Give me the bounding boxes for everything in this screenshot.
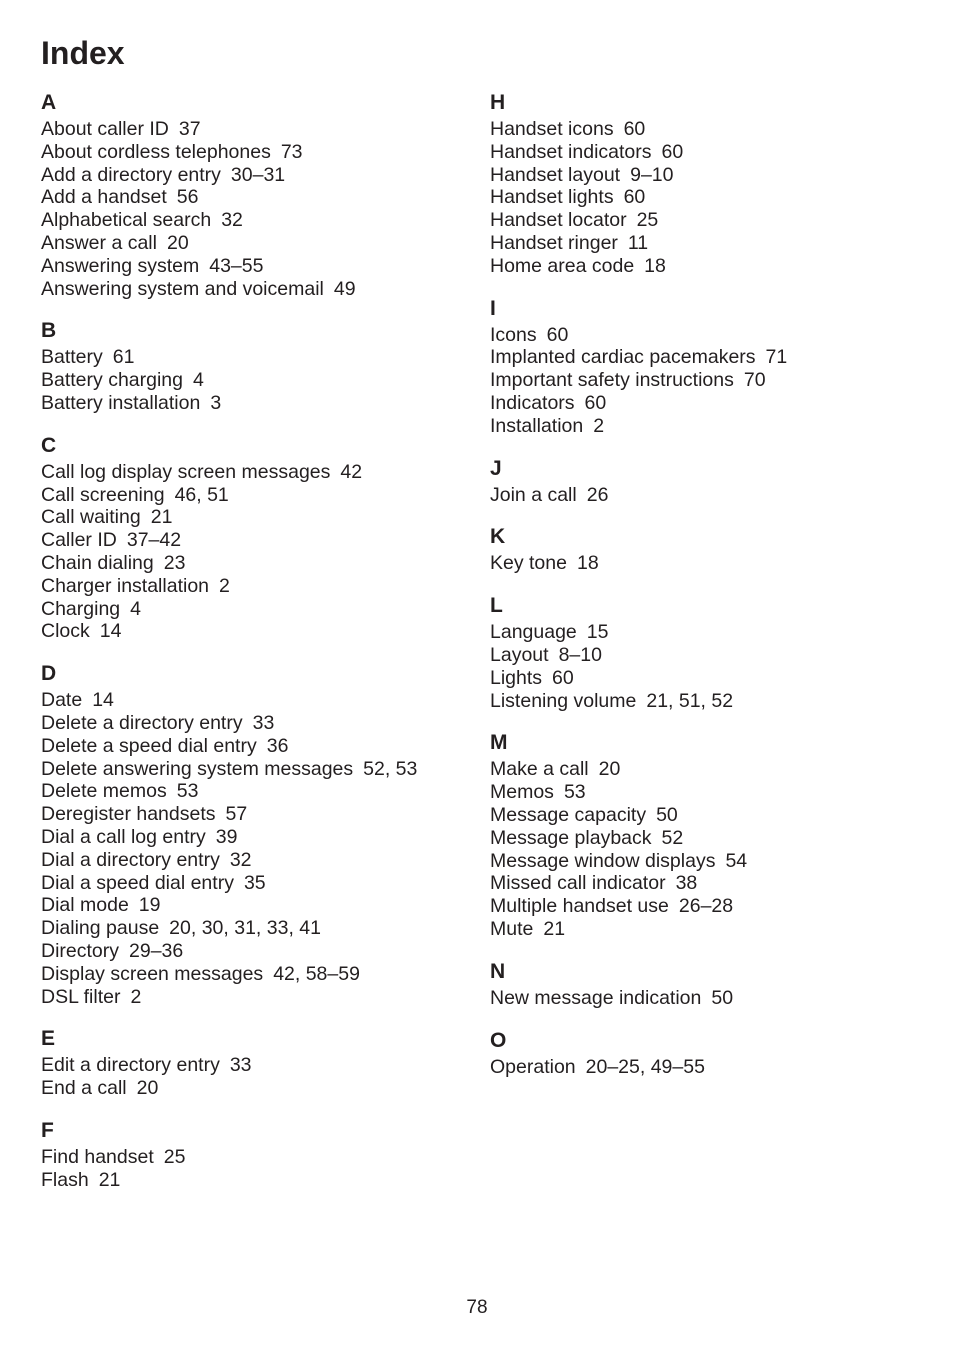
entry-pages: 9–10 (630, 163, 674, 186)
entry-pages: 18 (644, 254, 666, 277)
index-entry (490, 186, 930, 209)
entry-pages: 2 (130, 985, 142, 1008)
entry-term: Caller ID (41, 529, 117, 552)
index-entry (41, 255, 461, 278)
entry-pages: 33 (229, 1054, 252, 1077)
index-entry (41, 369, 461, 392)
entry-pages: 21 (150, 506, 173, 529)
index-section-l (490, 591, 930, 712)
entry-pages: 25 (163, 1145, 186, 1168)
index-entry (490, 644, 930, 667)
entry-term: Battery (41, 346, 103, 369)
entry-term: Alphabetical search (41, 209, 212, 232)
index-section-c (41, 431, 461, 643)
section-letter: O (490, 1028, 507, 1052)
entry-term: Deregister handsets (41, 803, 216, 826)
entry-pages: 30–31 (230, 163, 286, 186)
entry-pages: 54 (725, 849, 748, 872)
entry-pages: 36 (266, 734, 289, 757)
entry-pages: 60 (623, 186, 646, 209)
entry-pages: 38 (675, 872, 698, 895)
entry-pages: 20 (166, 231, 189, 254)
index-entry (41, 232, 461, 255)
entry-term: Installation (490, 414, 584, 437)
entry-term: Directory (41, 939, 120, 962)
entry-pages: 61 (112, 346, 135, 369)
index-entry (41, 803, 461, 826)
entry-term: Add a directory entry (41, 163, 221, 186)
entry-pages: 71 (765, 346, 788, 369)
entry-term: Delete answering system messages (41, 757, 354, 780)
entry-term: Home area code (490, 254, 635, 277)
entry-term: Dial a directory entry (41, 848, 220, 871)
section-letter: E (41, 1027, 56, 1051)
entry-term: Make a call (490, 758, 589, 781)
section-letter: N (490, 959, 506, 983)
entry-term: About caller ID (41, 118, 169, 140)
page-title: Index (41, 35, 125, 71)
entry-pages: 33 (252, 711, 275, 734)
entry-term: Message playback (490, 826, 652, 849)
entry-term: Dialing pause (41, 917, 160, 940)
entry-term: Handset lights (490, 186, 614, 209)
index-entry (490, 209, 930, 232)
index-entry (490, 232, 930, 255)
entry-pages: 42 (340, 460, 363, 483)
index-section-k (490, 522, 930, 575)
index-entry (490, 392, 930, 415)
entry-pages: 19 (138, 894, 161, 917)
index-section-e (41, 1024, 461, 1100)
index-entry (41, 392, 461, 415)
entry-pages: 20, 30, 31, 33, 41 (169, 917, 321, 940)
entry-pages: 20–25, 49–55 (585, 1055, 705, 1078)
index-entry (490, 667, 930, 690)
entry-pages: 21, 51, 52 (646, 689, 734, 712)
index-entry (490, 827, 930, 850)
entry-term: Important safety instructions (490, 369, 734, 392)
index-entry (490, 918, 930, 941)
index-entry (41, 484, 461, 507)
entry-term: Battery installation (41, 391, 201, 414)
entry-term: Handset icons (490, 118, 614, 140)
entry-pages: 49 (333, 277, 356, 300)
entry-term: Call screening (41, 483, 165, 506)
index-entry (41, 461, 461, 484)
index-entry (490, 164, 930, 187)
index-entry (41, 209, 461, 232)
entry-term: Charging (41, 597, 121, 620)
index-entry (41, 552, 461, 575)
index-section-m (490, 728, 930, 940)
entry-term: Find handset (41, 1145, 154, 1168)
entry-pages: 56 (176, 186, 199, 209)
entry-pages: 26–28 (678, 895, 734, 918)
index-section-a (41, 88, 461, 300)
index-entry (490, 872, 930, 895)
entry-pages: 21 (543, 917, 566, 940)
section-letter: H (490, 91, 506, 114)
index-entry (41, 620, 461, 643)
index-section-n (490, 957, 930, 1010)
index-entry (490, 369, 930, 392)
entry-term: Mute (490, 917, 534, 940)
entry-term: Battery charging (41, 369, 183, 392)
entry-term: Chain dialing (41, 551, 154, 574)
entry-term: Handset locator (490, 209, 627, 232)
index-entry (41, 758, 461, 781)
index-entry (41, 1054, 461, 1077)
entry-term: Handset indicators (490, 140, 652, 163)
entry-term: Answering system and voicemail (41, 277, 324, 300)
entry-pages: 53 (563, 781, 586, 804)
index-entry (490, 484, 930, 507)
section-letter: A (41, 91, 57, 114)
entry-pages: 11 (627, 231, 649, 254)
entry-pages: 15 (586, 621, 609, 644)
entry-term: Dial a speed dial entry (41, 871, 234, 894)
section-letter: D (41, 662, 57, 686)
index-entry (41, 598, 461, 621)
entry-pages: 43–55 (209, 254, 264, 277)
entry-term: End a call (41, 1077, 127, 1100)
entry-pages: 23 (163, 551, 186, 574)
section-letter: K (490, 525, 506, 549)
entry-term: Key tone (490, 552, 567, 575)
entry-pages: 32 (221, 209, 243, 232)
index-entry (490, 987, 930, 1010)
index-entry (490, 346, 930, 369)
section-letter: I (490, 296, 496, 320)
index-entry (41, 917, 461, 940)
index-entry (41, 986, 461, 1009)
index-section-f (41, 1116, 461, 1192)
entry-term: Call waiting (41, 506, 141, 529)
index-entry (490, 690, 930, 713)
entry-pages: 46, 51 (174, 483, 229, 506)
entry-pages: 18 (576, 552, 599, 575)
index-entry (41, 118, 461, 141)
entry-term: Missed call indicator (490, 872, 666, 895)
entry-term: Memos (490, 781, 554, 804)
entry-term: Clock (41, 620, 90, 643)
index-column-right (490, 88, 930, 1094)
entry-pages: 60 (546, 323, 569, 346)
index-section-i (490, 294, 930, 438)
section-letter: B (41, 319, 57, 343)
index-entry (490, 850, 930, 873)
entry-pages: 73 (280, 140, 303, 163)
index-entry (490, 255, 930, 278)
section-letter: C (41, 433, 57, 457)
index-entry (490, 141, 930, 164)
entry-term: Dial mode (41, 894, 129, 917)
entry-term: About cordless telephones (41, 140, 271, 163)
entry-pages: 53 (176, 780, 199, 803)
index-entry (490, 552, 930, 575)
index-entry (41, 278, 461, 301)
entry-term: Indicators (490, 391, 575, 414)
entry-term: New message indication (490, 986, 702, 1009)
index-entry (490, 621, 930, 644)
index-entry (41, 529, 461, 552)
entry-term: Icons (490, 323, 537, 346)
entry-pages: 37–42 (126, 529, 182, 552)
entry-term: Delete a directory entry (41, 711, 243, 734)
entry-term: Language (490, 621, 577, 644)
entry-term: Call log display screen messages (41, 460, 331, 483)
index-entry (41, 872, 461, 895)
entry-pages: 57 (225, 803, 248, 826)
index-entry (41, 141, 461, 164)
entry-pages: 50 (656, 803, 678, 826)
entry-term: Handset ringer (490, 231, 618, 254)
section-letter: J (490, 456, 502, 480)
index-entry (41, 780, 461, 803)
index-entry (41, 712, 461, 735)
index-section-j (490, 454, 930, 507)
entry-term: Operation (490, 1055, 576, 1078)
index-entry (41, 826, 461, 849)
section-letter: L (490, 594, 503, 618)
entry-pages: 50 (711, 986, 734, 1009)
entry-pages: 60 (552, 666, 574, 689)
entry-pages: 60 (623, 118, 646, 140)
entry-term: DSL filter (41, 985, 121, 1008)
entry-pages: 2 (219, 574, 230, 597)
entry-term: Multiple handset use (490, 895, 669, 918)
index-section-d (41, 659, 461, 1008)
entry-pages: 52, 53 (363, 757, 418, 780)
entry-term: Implanted cardiac pacemakers (490, 346, 756, 369)
index-section-b (41, 316, 461, 414)
entry-pages: 2 (593, 414, 605, 437)
entry-term: Listening volume (490, 689, 637, 712)
index-entry (41, 1077, 461, 1100)
index-entry (490, 781, 930, 804)
entry-term: Message capacity (490, 803, 647, 826)
entry-pages: 52 (661, 826, 684, 849)
entry-pages: 14 (92, 689, 114, 712)
index-entry (41, 963, 461, 986)
entry-pages: 20 (598, 758, 621, 781)
index-column-left (41, 88, 461, 1207)
entry-term: Charger installation (41, 574, 210, 597)
entry-pages: 4 (193, 369, 204, 392)
index-entry (41, 735, 461, 758)
entry-term: Flash (41, 1168, 89, 1191)
entry-term: Dial a call log entry (41, 825, 206, 848)
index-entry (41, 346, 461, 369)
entry-pages: 20 (136, 1077, 159, 1100)
index-entry (41, 186, 461, 209)
entry-term: Delete memos (41, 780, 167, 803)
index-entry (41, 1146, 461, 1169)
entry-pages: 8–10 (558, 643, 602, 666)
index-section-o (490, 1026, 930, 1079)
entry-term: Join a call (490, 483, 577, 506)
entry-term: Date (41, 689, 83, 712)
entry-term: Delete a speed dial entry (41, 734, 257, 757)
entry-pages: 29–36 (129, 939, 184, 962)
entry-pages: 60 (661, 140, 684, 163)
section-letter: F (41, 1118, 54, 1142)
entry-term: Handset layout (490, 163, 621, 186)
entry-pages: 70 (743, 369, 766, 392)
entry-term: Display screen messages (41, 962, 264, 985)
section-letter: M (490, 731, 508, 755)
index-section-h (490, 88, 930, 278)
index-entry (41, 849, 461, 872)
index-entry (490, 415, 930, 438)
index-entry (41, 894, 461, 917)
entry-pages: 25 (636, 209, 659, 232)
index-entry (41, 164, 461, 187)
entry-pages: 37 (178, 118, 201, 140)
index-entry (41, 506, 461, 529)
index-entry (490, 324, 930, 347)
entry-pages: 42, 58–59 (273, 962, 360, 985)
entry-pages: 4 (130, 597, 141, 620)
entry-pages: 14 (99, 620, 122, 643)
entry-term: Answering system (41, 254, 200, 277)
entry-pages: 39 (215, 825, 238, 848)
index-entry (490, 1056, 930, 1079)
entry-term: Lights (490, 666, 543, 689)
entry-term: Layout (490, 643, 549, 666)
entry-pages: 3 (210, 391, 222, 414)
entry-pages: 60 (584, 391, 607, 414)
entry-term: Answer a call (41, 231, 157, 254)
index-entry (41, 575, 461, 598)
index-entry (490, 895, 930, 918)
index-entry (490, 758, 930, 781)
index-entry (41, 940, 461, 963)
index-entry (490, 118, 930, 141)
entry-term: Message window displays (490, 849, 716, 872)
page-number: 78 (466, 1297, 488, 1318)
entry-term: Add a handset (41, 186, 167, 209)
index-entry (41, 689, 461, 712)
entry-pages: 21 (98, 1168, 121, 1191)
entry-pages: 35 (243, 871, 266, 894)
entry-pages: 32 (229, 848, 252, 871)
entry-pages: 26 (586, 483, 609, 506)
index-entry (41, 1169, 461, 1192)
entry-term: Edit a directory entry (41, 1054, 220, 1077)
index-entry (490, 804, 930, 827)
